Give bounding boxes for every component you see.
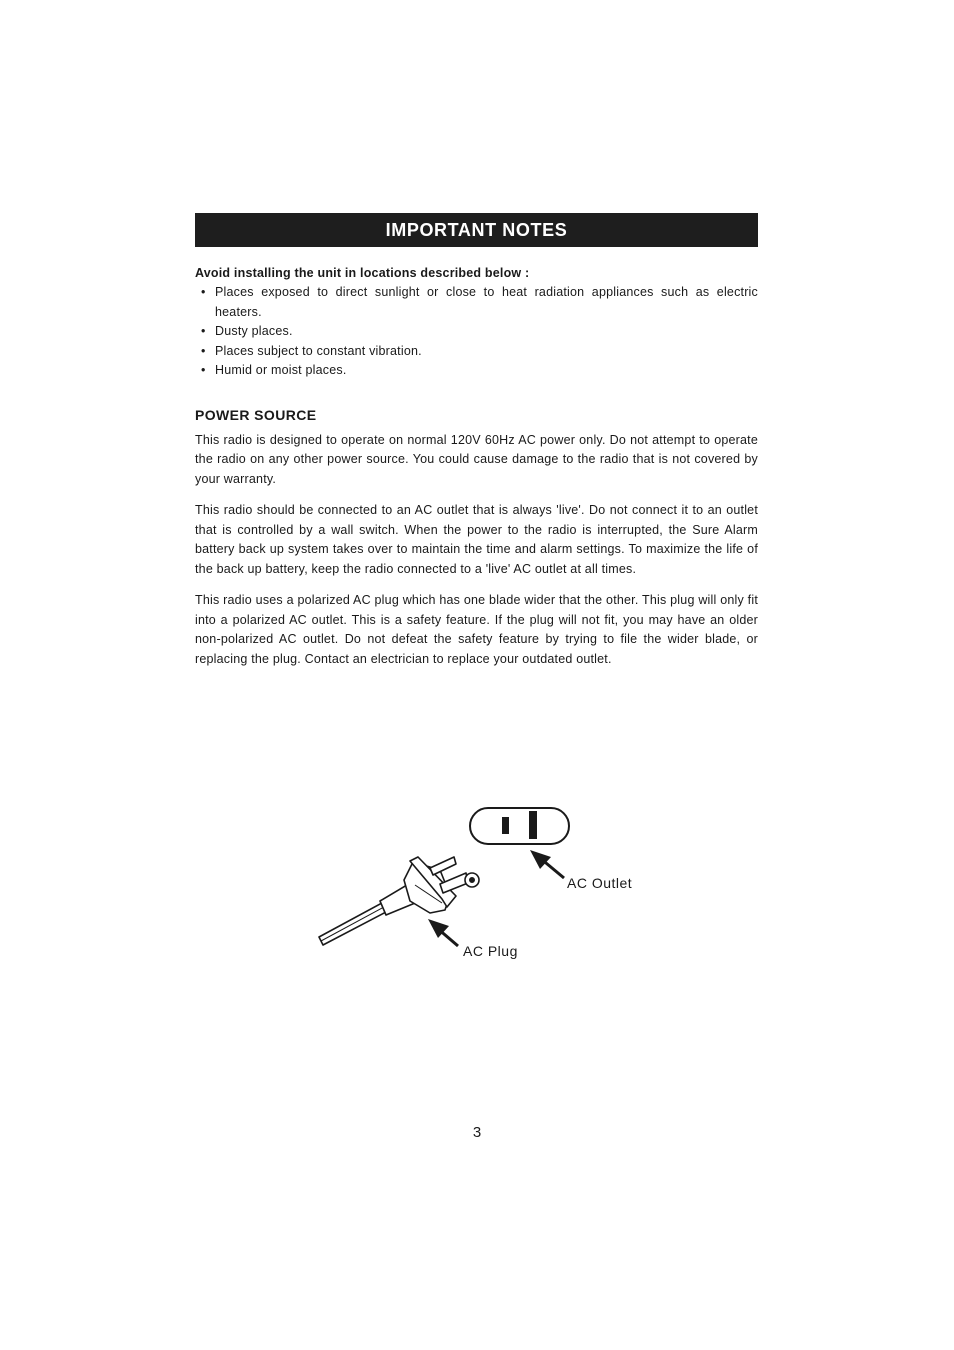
ac-outlet-label: AC Outlet (567, 875, 633, 891)
ac-outlet-icon (470, 808, 569, 844)
bullet-icon: • (201, 285, 206, 299)
ac-plug-icon (319, 857, 479, 945)
page-number: 3 (472, 1124, 482, 1141)
power-source-title: POWER SOURCE (195, 406, 317, 423)
list-item: • Places subject to constant vibration. (195, 342, 758, 362)
avoid-heading: Avoid installing the unit in locations described below : (195, 266, 530, 280)
bullet-icon: • (201, 363, 206, 377)
power-source-paragraph-1: This radio is designed to operate on normal 120V 60Hz AC power only. Do not attempt to operate the radio on any other power source. You could cause damage to the radio that is not covered by your warranty. (195, 432, 758, 486)
list-item: • Dusty places. (195, 322, 758, 342)
list-item: • Humid or moist places. (195, 361, 758, 381)
power-source-paragraph-3: This radio uses a polarized AC plug which has one blade wider that the other. This plug will only fit into a polarized AC outlet. This is a safety feature. If the plug will not fit, you may have an older non-polarized AC outlet. Do not defeat the safety feature by trying to file the wider blade, or replacing the plug. Contact an electrician to replace your outdated outlet. (195, 593, 758, 666)
avoid-list (195, 283, 758, 381)
list-item: • Places exposed to direct sunlight or close to heat radiation appliances such as electric heaters. (201, 285, 758, 319)
page-content (195, 213, 758, 669)
ac-plug-label: AC Plug (463, 943, 518, 959)
important-notes-banner: IMPORTANT NOTES (195, 213, 758, 247)
bullet-icon: • (201, 343, 206, 358)
power-source-paragraph-2: This radio should be connected to an AC outlet that is always 'live'. Do not connect it to an outlet that is controlled by a wall switch. When the power to the radio is interrupted, the Sure Alarm battery back up system takes over to maintain the time and alarm settings. To maximize the life of the back up battery, keep the radio connected to a 'live' AC outlet at all times. (195, 503, 758, 576)
plug-arrow-icon (428, 919, 458, 946)
bullet-icon: • (201, 324, 206, 338)
outlet-arrow-icon (530, 850, 564, 878)
